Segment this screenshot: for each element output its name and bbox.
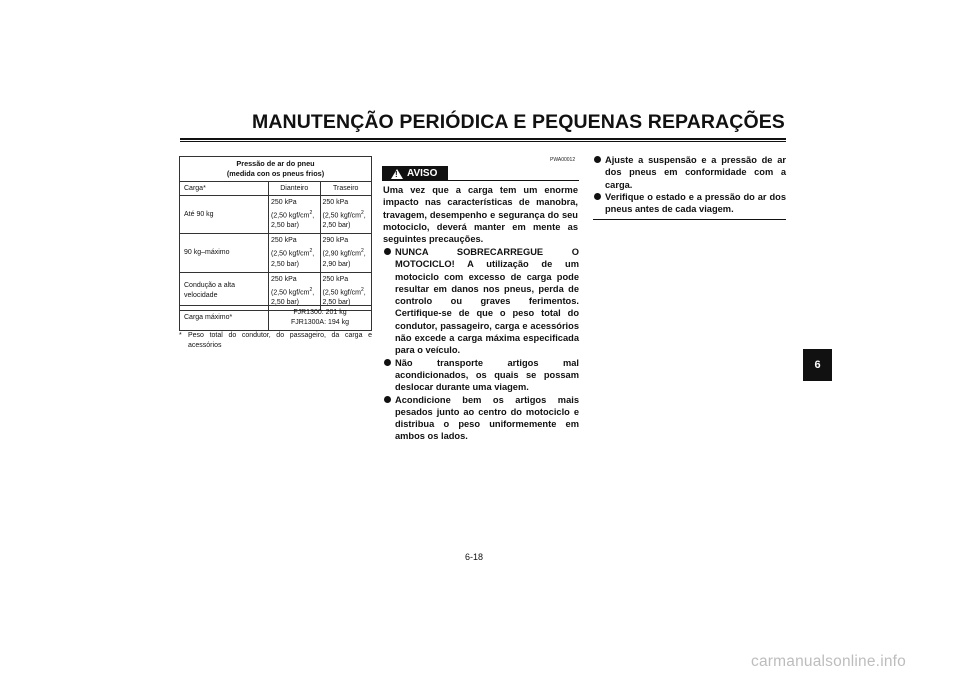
list-item-text: Acondicione bem os artigos mais pesados junto ao centro do motociclo e distribua o peso uniformemente em ambos os lados. — [395, 394, 579, 442]
warning-badge — [382, 166, 448, 181]
list-item — [383, 357, 579, 394]
title-rule — [180, 138, 786, 140]
value-bar: 2,50 bar) — [322, 222, 351, 230]
warning-intro: Uma vez que a carga tem um enorme impacto nas características de manobra, travagem, desempenho e segurança do seu motociclo, deverá manter em mente as seguintes precauções. — [383, 185, 578, 245]
value-kgf: (2,50 kgf/$cm^2$, — [271, 286, 315, 296]
value-bar: 2,50 bar) — [271, 260, 300, 268]
value-kpa: 250 kPa — [322, 199, 349, 206]
warning-badge-label: AVISO — [407, 168, 438, 179]
front-value — [269, 234, 321, 272]
table-row — [180, 234, 372, 272]
value-kgf: (2,50 kgf/$cm^2$, — [271, 248, 315, 258]
row-label: Até 90 kg — [180, 196, 269, 234]
footnote-text: Peso total do condutor, do passageiro, da carga e acessórios — [188, 332, 372, 349]
max-load-value: FJR1300: 201 kg — [293, 309, 347, 316]
header-load: Carga* — [180, 182, 269, 196]
footnote — [179, 331, 372, 351]
value-bar: 2,50 bar) — [271, 298, 300, 306]
warning-rule — [448, 180, 579, 181]
max-load-value: FJR1300A: 194 kg — [291, 319, 349, 326]
max-load-table — [179, 305, 372, 331]
list-item-text: Verifique o estado e a pressão do ar dos pneus antes de cada viagem. — [605, 191, 786, 215]
table-title — [180, 157, 372, 182]
list-item — [383, 394, 579, 443]
value-kgf: (2,90 kgf/$cm^2$, — [322, 248, 366, 258]
page-number: 6-18 — [465, 552, 484, 562]
watermark: carmanualsonline.info — [751, 653, 906, 670]
list-item-text: NUNCA SOBRECARREGUE O MOTOCICLO! A utilização de um motociclo com excesso de carga pode resultar em danos nos pneus, perda de controlo ou graves ferimentos. Certifique-se de que o peso total do condutor, passageiro, carga e acessórios não excede a carga máxima especificada para o veículo. — [395, 247, 579, 356]
warning-bullet-list — [383, 246, 579, 443]
list-item — [383, 246, 579, 357]
bullet-icon — [384, 359, 391, 366]
row-label: 90 kg–máximo — [180, 234, 269, 272]
header-rear: Traseiro — [320, 182, 372, 196]
max-load-values — [269, 306, 372, 331]
warning-end-rule — [593, 219, 786, 220]
value-kpa: 250 kPa — [271, 199, 297, 206]
bullet-icon — [384, 396, 391, 403]
page-title: MANUTENÇÃO PERIÓDICA E PEQUENAS REPARAÇÕES — [252, 111, 785, 133]
value-kpa: 290 kPa — [322, 237, 349, 245]
rear-value — [320, 196, 372, 234]
value-bar: 2,90 bar) — [322, 260, 351, 268]
rear-value — [320, 234, 372, 272]
max-load-label: Carga máximo* — [180, 306, 269, 331]
list-item-text: Ajuste a suspensão e a pressão de ar dos pneus em conformidade com a carga. — [605, 155, 786, 190]
list-item-text: Não transporte artigos mal acondicionados, os quais se possam deslocar durante uma viagem. — [395, 357, 579, 393]
value-kpa: 250 kPa — [271, 275, 297, 283]
value-kgf: (2,50 kgf/$cm^2$, — [322, 286, 366, 296]
title-rule-thin — [180, 141, 786, 142]
value-bar: 2,50 bar) — [322, 298, 351, 306]
tire-pressure-table — [179, 156, 372, 311]
footnote-marker: * — [179, 332, 182, 339]
value-kgf: (2,50 kgf/$cm^2$, — [322, 210, 366, 220]
value-kpa: 250 kPa — [322, 275, 349, 283]
value-kgf: (2,50 kgf/$cm^2$, — [271, 210, 315, 220]
bullet-icon — [594, 193, 601, 200]
value-kpa: 250 kPa — [271, 237, 297, 245]
bullet-icon — [594, 156, 601, 163]
front-value — [269, 196, 321, 234]
chapter-tab: 6 — [803, 349, 832, 381]
row-label: Condução a alta velocidade — [180, 272, 269, 310]
table-title-line1: Pressão de ar do pneu — [236, 159, 315, 168]
table-row — [180, 196, 372, 234]
list-item — [593, 191, 786, 216]
list-item — [593, 154, 786, 191]
warning-bullet-list-right — [593, 154, 786, 215]
value-bar: 2,50 bar) — [271, 222, 300, 230]
warning-triangle-icon — [391, 169, 403, 179]
table-title-line2: (medida con os pneus frios) — [226, 169, 325, 178]
bullet-icon — [384, 248, 391, 255]
warning-code: PWA00012 — [550, 157, 576, 163]
header-front: Dianteiro — [269, 182, 321, 196]
